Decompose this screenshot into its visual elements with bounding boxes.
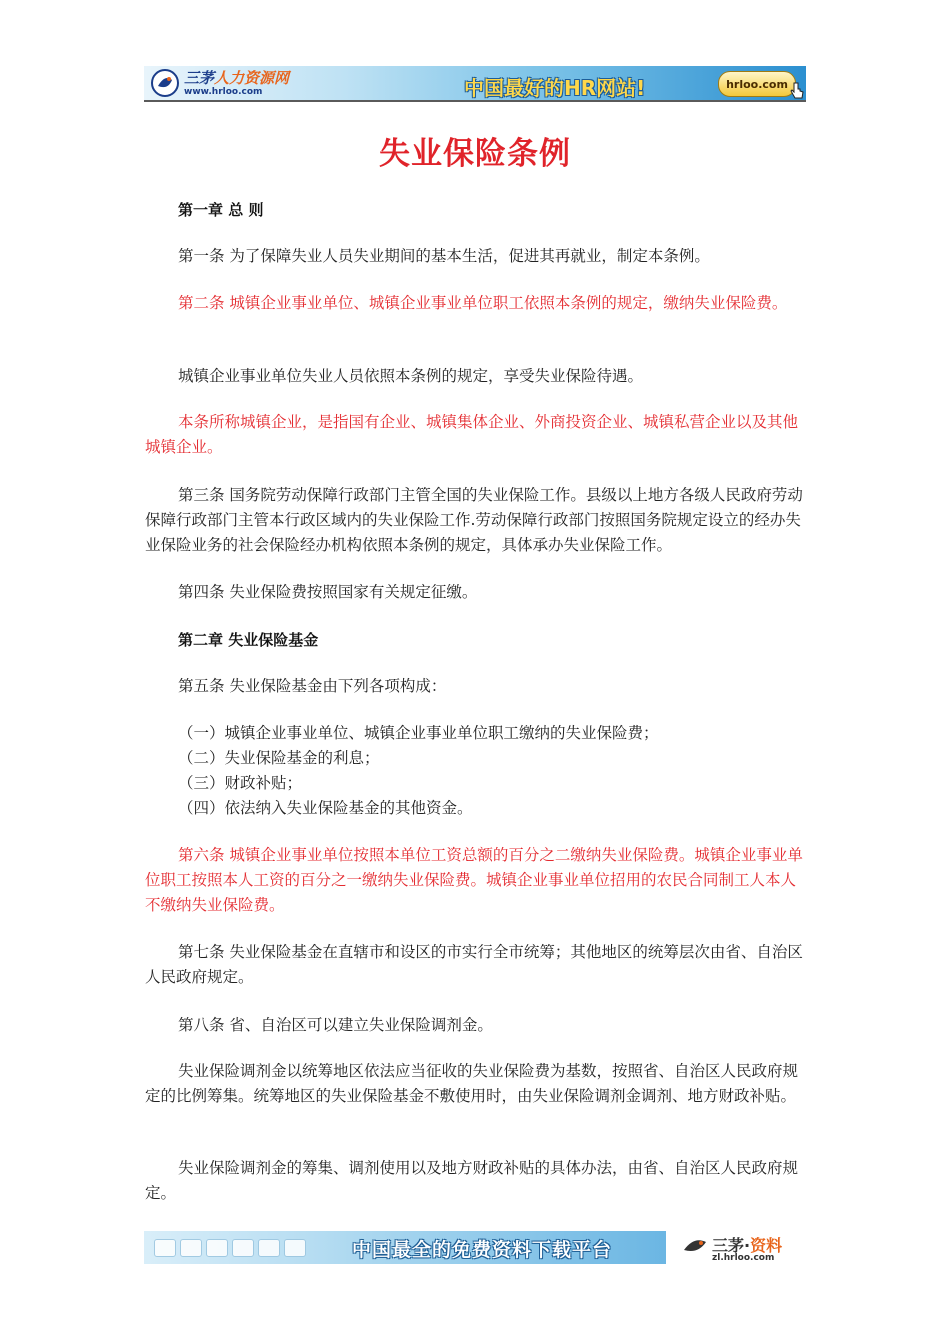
list-item: （四）依法纳入失业保险基金的其他资金。	[178, 799, 473, 817]
file-icon	[258, 1239, 280, 1257]
article-paragraph: 第一条 为了保障失业人员失业期间的基本生活，促进其再就业，制定本条例。	[178, 247, 710, 265]
document-title: 失业保险条例	[379, 136, 571, 172]
article-paragraph: 失业保险调剂金以统筹地区依法应当征收的失业保险费为基数，按照省、自治区人民政府规定的比例筹集。统筹地区的失业保险基金不敷使用时，由失业保险调剂金调剂、地方财政补贴。	[145, 1062, 799, 1105]
article-paragraph: 第五条 失业保险基金由下列各项构成：	[178, 677, 447, 695]
header-banner[interactable]	[144, 66, 806, 102]
article-paragraph: 第八条 省、自治区可以建立失业保险调剂金。	[178, 1016, 493, 1034]
file-icon	[180, 1239, 202, 1257]
footer-url: zl.hrloo.com	[712, 1253, 775, 1263]
document-icons	[154, 1239, 306, 1257]
footer-brand: 三茅·资料	[712, 1236, 783, 1255]
article-paragraph: 第六条 城镇企业事业单位按照本单位工资总额的百分之二缴纳失业保险费。城镇企业事业单位职工按照本人工资的百分之一缴纳失业保险费。城镇企业事业单位招用的农民合同制工人本人不缴纳失业保险费。	[145, 846, 803, 914]
file-icon	[206, 1239, 228, 1257]
list-item: （一）城镇企业事业单位、城镇企业事业单位职工缴纳的失业保险费；	[178, 724, 659, 742]
hand-cursor-icon	[790, 82, 804, 100]
article-paragraph: 第三条 国务院劳动保障行政部门主管全国的失业保险工作。县级以上地方各级人民政府劳动保障行政部门主管本行政区域内的失业保险工作.劳动保障行政部门按照国务院规定设立的经办失业保险业务的社会保险经办机构依照本条例的规定，具体承办失业保险工作。	[145, 486, 803, 554]
footer-banner[interactable]	[144, 1231, 666, 1264]
file-icon	[232, 1239, 254, 1257]
header-slogan: 中国最好的HR网站!	[464, 76, 646, 100]
footer-logo[interactable]	[682, 1233, 783, 1263]
article-paragraph: 失业保险调剂金的筹集、调剂使用以及地方财政补贴的具体办法，由省、自治区人民政府规定。	[145, 1159, 799, 1202]
article-paragraph: 城镇企业事业单位失业人员依照本条例的规定，享受失业保险待遇。	[178, 367, 644, 385]
file-icon	[154, 1239, 176, 1257]
header-url: www.hrloo.com	[184, 86, 263, 97]
article-paragraph: 第四条 失业保险费按照国家有关规定征缴。	[178, 583, 478, 601]
logo-mark-icon	[150, 68, 180, 98]
article-paragraph: 第二条 城镇企业事业单位、城镇企业事业单位职工依照本条例的规定，缴纳失业保险费。	[178, 294, 788, 312]
file-icon	[284, 1239, 306, 1257]
fund-sources-list	[178, 721, 798, 821]
header-logo[interactable]	[150, 68, 289, 98]
header-brand: 三茅人力资源网	[184, 68, 290, 87]
chapter-heading: 第一章 总 则	[178, 201, 264, 219]
article-paragraph: 本条所称城镇企业，是指国有企业、城镇集体企业、外商投资企业、城镇私营企业以及其他城镇企业。	[145, 413, 799, 456]
footer-slogan: 中国最全的免费资料下载平台	[352, 1239, 613, 1261]
list-item: （三）财政补贴；	[178, 774, 303, 792]
header-site-button[interactable]: hrloo.com	[718, 71, 796, 97]
logo-mark-icon	[682, 1234, 708, 1256]
chapter-heading: 第二章 失业保险基金	[178, 631, 319, 649]
article-paragraph: 第七条 失业保险基金在直辖市和设区的市实行全市统筹；其他地区的统筹层次由省、自治区人民政府规定。	[145, 943, 803, 986]
list-item: （二）失业保险基金的利息；	[178, 749, 380, 767]
